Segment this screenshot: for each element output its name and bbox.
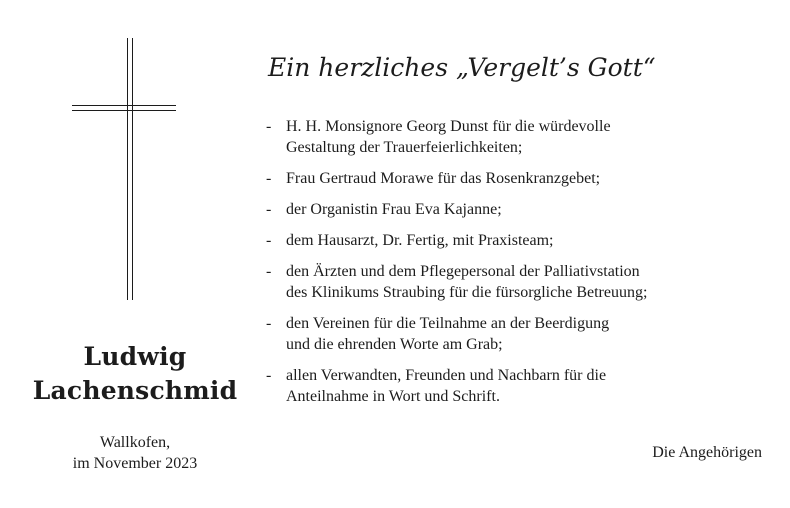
thanks-line: H. H. Monsignore Georg Dunst für die würdevolle <box>286 118 611 135</box>
cross-vertical-line-left <box>127 38 128 300</box>
thanks-list <box>266 116 771 417</box>
list-dash: - <box>266 263 272 280</box>
headline: Ein herzliches „Vergelt’s Gott“ <box>268 53 656 82</box>
deceased-first-name: Ludwig <box>83 342 187 371</box>
deceased-last-name: Lachenschmid <box>32 376 238 405</box>
list-dash: - <box>266 315 272 332</box>
thanks-line: und die ehrenden Worte am Grab; <box>286 336 503 353</box>
cross-horizontal-line-top <box>72 105 176 106</box>
list-dash: - <box>266 367 272 384</box>
date: im November 2023 <box>72 455 198 472</box>
list-dash: - <box>266 170 272 187</box>
list-dash: - <box>266 118 272 135</box>
thanks-line: allen Verwandten, Freunden und Nachbarn für die <box>286 367 607 384</box>
thanks-item <box>266 365 771 407</box>
thanks-line: des Klinikums Straubing für die fürsorgliche Betreuung; <box>286 284 648 301</box>
thanks-line: Gestaltung der Trauerfeierlichkeiten; <box>286 139 523 156</box>
thanks-line: Anteilnahme in Wort und Schrift. <box>286 388 500 405</box>
thanks-line: dem Hausarzt, Dr. Fertig, mit Praxisteam; <box>286 232 554 249</box>
thanks-line: den Vereinen für die Teilnahme an der Beerdigung <box>286 315 610 332</box>
thanks-item <box>266 168 771 189</box>
thanks-line: den Ärzten und dem Pflegepersonal der Palliativstation <box>286 263 640 280</box>
cross-horizontal-line-bottom <box>72 110 176 111</box>
place: Wallkofen, <box>99 434 171 451</box>
thanks-item <box>266 313 771 355</box>
thanks-item <box>266 116 771 158</box>
list-dash: - <box>266 232 272 249</box>
closing-signature: Die Angehörigen <box>652 444 762 461</box>
place-date <box>10 432 260 474</box>
thanks-item <box>266 199 771 220</box>
cross-vertical-line-right <box>132 38 133 300</box>
thanks-line: Frau Gertraud Morawe für das Rosenkranzgebet; <box>286 170 601 187</box>
cross-icon <box>72 38 176 300</box>
thanks-line: der Organistin Frau Eva Kajanne; <box>286 201 502 218</box>
deceased-name <box>10 340 260 408</box>
thanks-item <box>266 230 771 251</box>
thanks-item <box>266 261 771 303</box>
list-dash: - <box>266 201 272 218</box>
